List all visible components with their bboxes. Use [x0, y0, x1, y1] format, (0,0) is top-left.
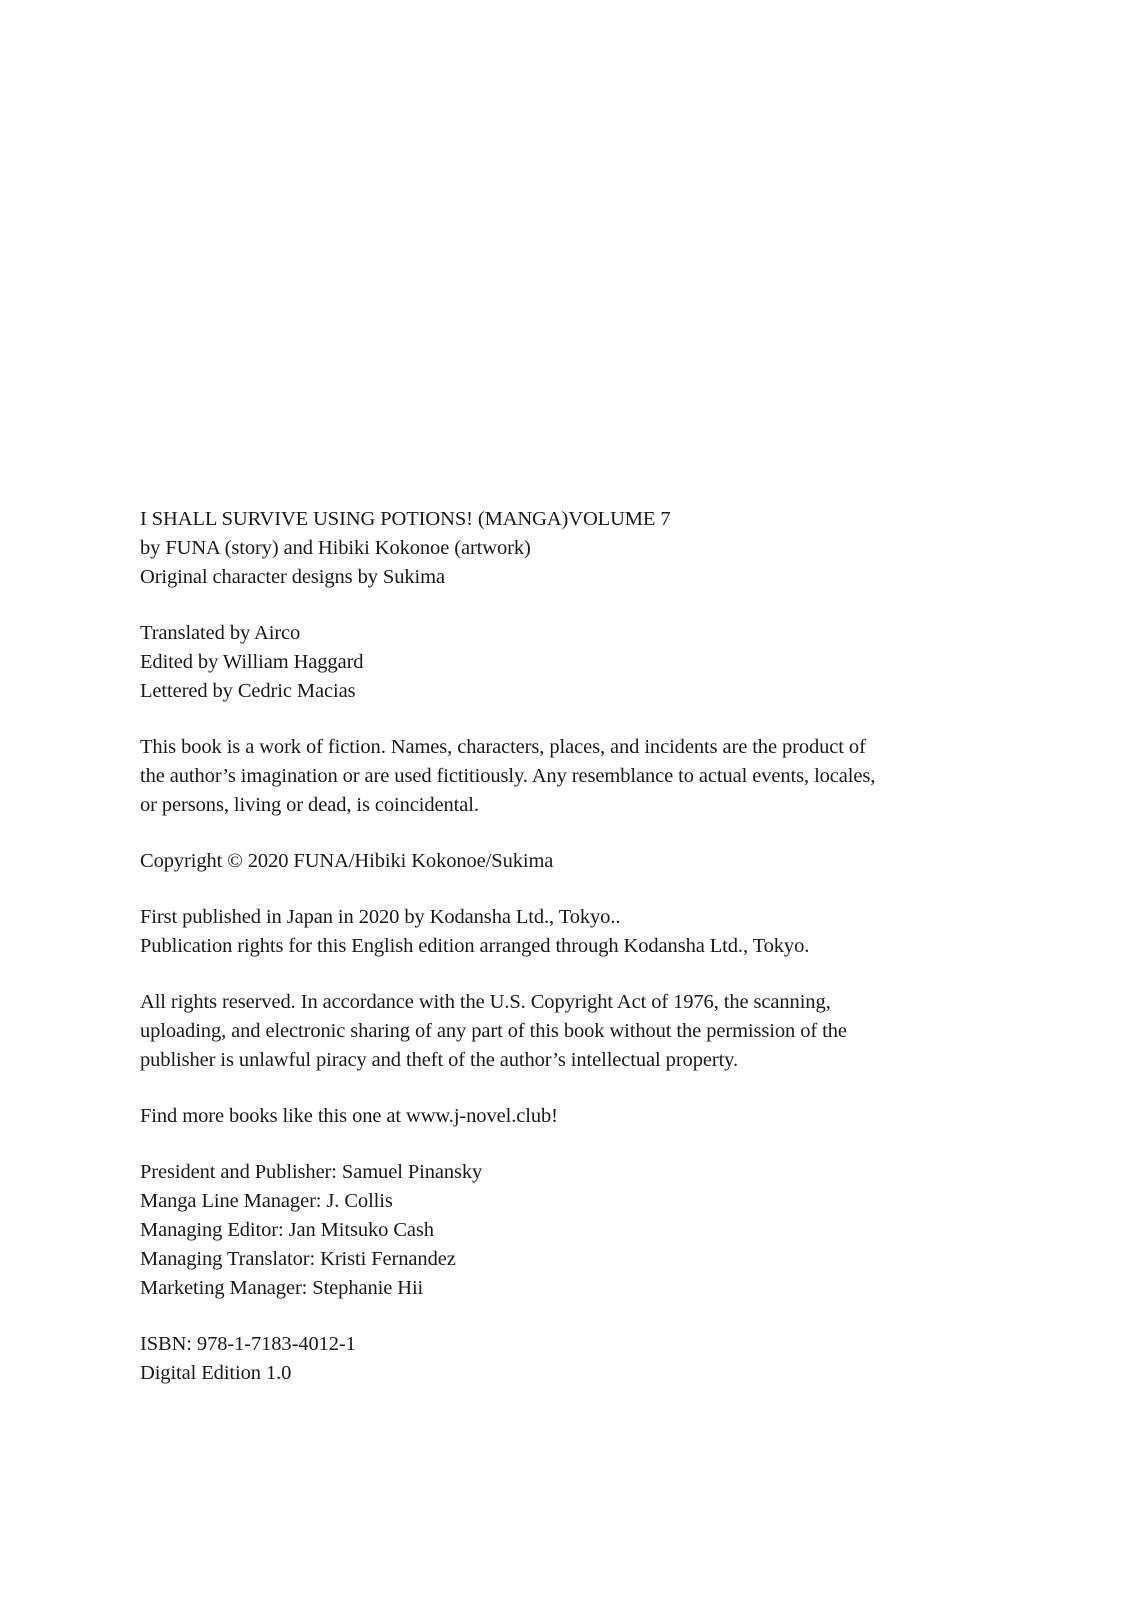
- disclaimer-line: or persons, living or dead, is coincidental.: [140, 794, 479, 816]
- book-authors: by FUNA (story) and Hibiki Kokonoe (artwork): [140, 537, 531, 559]
- fiction-disclaimer: [140, 733, 1025, 820]
- isbn-line: ISBN: 978-1-7183-4012-1: [140, 1333, 356, 1355]
- edition-line: Digital Edition 1.0: [140, 1362, 292, 1384]
- title-block: [140, 505, 1025, 592]
- editor-credit: Edited by William Haggard: [140, 651, 364, 673]
- staff-credit: Managing Translator: Kristi Fernandez: [140, 1248, 456, 1270]
- staff-credits: [140, 1158, 1025, 1303]
- publication-line: First published in Japan in 2020 by Kodansha Ltd., Tokyo..: [140, 906, 621, 928]
- find-more-line: Find more books like this one at www.j-novel.club!: [140, 1105, 558, 1127]
- translator-credit: Translated by Airco: [140, 622, 301, 644]
- staff-credit: Marketing Manager: Stephanie Hii: [140, 1277, 424, 1299]
- isbn-block: [140, 1330, 1025, 1388]
- disclaimer-line: the author’s imagination or are used fictitiously. Any resemblance to actual events, locales,: [140, 765, 876, 787]
- disclaimer-line: This book is a work of fiction. Names, characters, places, and incidents are the product of: [140, 736, 866, 758]
- copyright-notice: [140, 847, 1025, 876]
- publication-info: [140, 903, 1025, 961]
- staff-credit: Manga Line Manager: J. Collis: [140, 1190, 393, 1212]
- staff-credit: Managing Editor: Jan Mitsuko Cash: [140, 1219, 434, 1241]
- book-title: I SHALL SURVIVE USING POTIONS! (MANGA)VOLUME 7: [140, 508, 671, 530]
- rights-line: publisher is unlawful piracy and theft of the author’s intellectual property.: [140, 1049, 739, 1071]
- publication-line: Publication rights for this English edition arranged through Kodansha Ltd., Tokyo.: [140, 935, 810, 957]
- find-more-promo: [140, 1102, 1025, 1131]
- localization-credits: [140, 619, 1025, 706]
- rights-line: uploading, and electronic sharing of any part of this book without the permission of the: [140, 1020, 847, 1042]
- rights-line: All rights reserved. In accordance with the U.S. Copyright Act of 1976, the scanning,: [140, 991, 831, 1013]
- copyright-line: Copyright © 2020 FUNA/Hibiki Kokonoe/Sukima: [140, 850, 554, 872]
- letterer-credit: Lettered by Cedric Macias: [140, 680, 356, 702]
- staff-credit: President and Publisher: Samuel Pinansky: [140, 1161, 483, 1183]
- character-designs-credit: Original character designs by Sukima: [140, 566, 445, 588]
- rights-notice: [140, 988, 1025, 1075]
